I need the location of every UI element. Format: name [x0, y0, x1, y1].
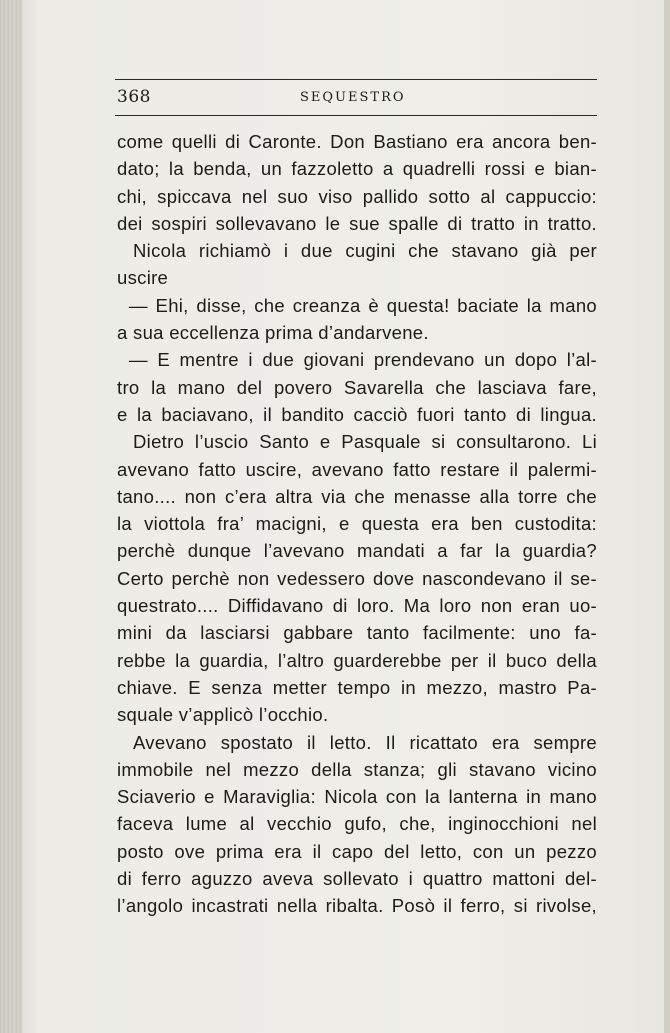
text-line: dato; la benda, un fazzoletto a quadrelli rossi e bian-	[117, 158, 597, 180]
text-line: Avevano spostato il letto. Il ricattato era sempre	[133, 731, 597, 753]
text-line: Sciaverio e Maraviglia: Nicola con la lanterna in mano	[117, 786, 597, 808]
text-line: Nicola richiamò i due cugini che stavano già per	[133, 240, 597, 262]
text-line: Dietro l’uscio Santo e Pasquale si consultarono. Li	[133, 431, 597, 453]
text-line: squale v’applicò l’occhio.	[117, 704, 329, 726]
text-line: perchè dunque l’avevano mandati a far la guardia?	[117, 540, 597, 562]
text-line: — E mentre i due giovani prendevano un dopo l’al-	[129, 349, 597, 371]
text-line: tro la mano del povero Savarella che lasciava fare,	[117, 376, 597, 398]
page-number: 368	[117, 87, 151, 107]
text-line: di ferro aguzzo aveva sollevato i quattro mattoni del-	[117, 868, 597, 890]
text-line: e la baciavano, il bandito cacciò fuori tanto di lingua.	[117, 403, 597, 425]
text-line: a sua eccellenza prima d’andarvene.	[117, 322, 429, 344]
text-line: mini da lasciarsi gabbare tanto facilmente: uno fa-	[117, 622, 597, 644]
text-line: come quelli di Caronte. Don Bastiano era ancora ben-	[117, 131, 597, 152]
text-line: uscire	[117, 267, 169, 289]
page-right-edge	[664, 0, 670, 1033]
text-line: chiave. E senza metter tempo in mezzo, mastro Pa-	[117, 676, 597, 698]
text-line: l’angolo incastrati nella ribalta. Posò il ferro, si rivolse,	[117, 895, 597, 917]
text-line: faceva lume al vecchio gufo, che, inginocchioni nel	[117, 813, 597, 835]
text-line: questrato.... Diffidavano di loro. Ma loro non eran uo-	[117, 595, 597, 617]
text-line: posto ove prima era il capo del letto, con un pezzo	[117, 840, 597, 862]
header-rule-top	[115, 79, 597, 80]
text-line: — Ehi, disse, che creanza è questa! baciate la mano	[129, 294, 597, 316]
text-line: la viottola fra’ macigni, e questa era ben custodita:	[117, 513, 597, 535]
text-line: rebbe la guardia, l’altro guarderebbe per il buco della	[117, 649, 597, 671]
header-rule-bottom	[115, 115, 597, 116]
text-line: tano.... non c’era altra via che menasse alla torre che	[117, 485, 597, 507]
text-line: Certo perchè non vedessero dove nascondevano il se-	[117, 567, 597, 589]
body-text	[117, 128, 597, 920]
text-line: immobile nel mezzo della stanza; gli stavano vicino	[117, 758, 597, 780]
page-gutter-edge	[0, 0, 22, 1033]
text-line: avevano fatto uscire, avevano fatto restare il palermi-	[117, 458, 597, 480]
running-title: SEQUESTRO	[300, 90, 406, 105]
text-line: dei sospiri sollevavano le sue spalle di tratto in tratto.	[117, 212, 597, 234]
text-line: chi, spiccava nel suo viso pallido sotto al cappuccio:	[117, 185, 597, 207]
